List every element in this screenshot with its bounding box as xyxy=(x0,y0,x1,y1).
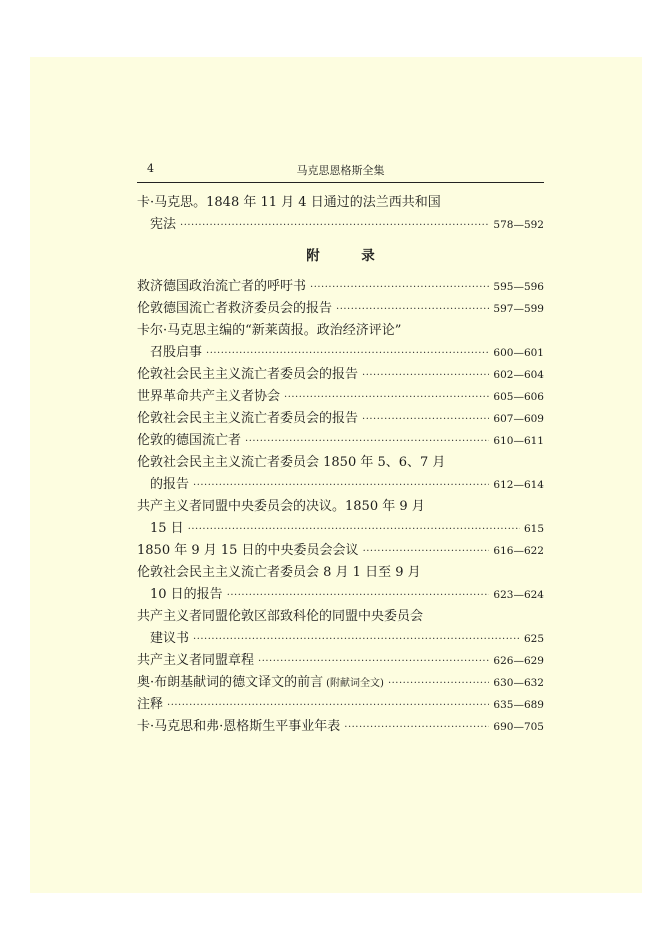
entry-title-line xyxy=(137,496,544,518)
page-range: 635—689 xyxy=(493,699,544,711)
entry-title-line xyxy=(137,540,544,562)
entry-title-line xyxy=(137,430,544,452)
entry-title-continuation: 的报告 xyxy=(150,477,190,492)
entry-title-line xyxy=(137,320,544,342)
entry-title: 伦敦社会民主主义流亡者委员会 1850 年 5、6、7 月 xyxy=(137,455,446,470)
dot-leader xyxy=(227,585,490,607)
entry-title: 共产主义者同盟中央委员会的决议。1850 年 9 月 xyxy=(137,499,425,514)
dot-leader xyxy=(284,387,489,409)
dot-leader xyxy=(167,695,489,717)
dot-leader xyxy=(193,629,520,651)
dot-leader xyxy=(188,519,520,541)
toc-entry xyxy=(137,408,544,430)
dot-leader xyxy=(180,215,489,237)
running-header xyxy=(137,158,544,183)
entry-title: 奥·布朗基献词的德文译文的前言 xyxy=(137,675,324,690)
toc-entry xyxy=(137,386,544,408)
entry-title-continuation: 10 日的报告 xyxy=(150,587,223,602)
table-of-contents xyxy=(137,192,544,738)
entry-title-line xyxy=(137,606,544,628)
page-range: 607—609 xyxy=(493,413,544,425)
toc-entry xyxy=(137,192,544,236)
entry-continuation-line xyxy=(137,628,544,650)
dot-leader xyxy=(388,673,489,695)
entry-continuation-line xyxy=(137,214,544,236)
entry-title-line xyxy=(137,364,544,386)
toc-entry xyxy=(137,364,544,386)
page-range: 626—629 xyxy=(493,655,544,667)
entry-continuation-line xyxy=(137,584,544,606)
toc-entry xyxy=(137,276,544,298)
entry-title-line xyxy=(137,192,544,214)
page-range: 615 xyxy=(523,523,544,535)
entry-continuation-line xyxy=(137,342,544,364)
page-range: 610—611 xyxy=(493,435,544,447)
page-range: 630—632 xyxy=(493,677,544,689)
toc-entry xyxy=(137,496,544,540)
entry-note: (附献词全文) xyxy=(326,678,384,689)
entry-title-line xyxy=(137,716,544,738)
entry-title-line xyxy=(137,650,544,672)
dot-leader xyxy=(258,651,489,673)
entry-title-continuation: 建议书 xyxy=(150,631,190,646)
page-range: 612—614 xyxy=(493,479,544,491)
entry-title-line xyxy=(137,386,544,408)
dot-leader xyxy=(362,365,489,387)
book-title: 马克思恩格斯全集 xyxy=(296,164,385,177)
entry-title: 伦敦社会民主主义流亡者委员会的报告 xyxy=(137,411,359,426)
toc-entry xyxy=(137,562,544,606)
toc-entry xyxy=(137,452,544,496)
entry-title: 世界革命共产主义者协会 xyxy=(137,389,281,404)
dot-leader xyxy=(344,717,489,739)
entry-title-line xyxy=(137,452,544,474)
page-range: 690—705 xyxy=(493,721,544,733)
entry-title: 伦敦社会民主主义流亡者委员会的报告 xyxy=(137,367,359,382)
page-number: 4 xyxy=(147,162,154,175)
toc-entry xyxy=(137,430,544,452)
entry-title-continuation: 15 日 xyxy=(150,521,184,536)
toc-entry xyxy=(137,540,544,562)
entry-title: 共产主义者同盟章程 xyxy=(137,653,255,668)
entry-continuation-line xyxy=(137,518,544,540)
entry-title: 卡·马克思和弗·恩格斯生平事业年表 xyxy=(137,719,341,734)
entry-title: 共产主义者同盟伦敦区部致科伦的同盟中央委员会 xyxy=(137,609,424,624)
entry-title: 伦敦社会民主主义流亡者委员会 8 月 1 日至 9 月 xyxy=(137,565,421,580)
dot-leader xyxy=(245,431,489,453)
toc-entry xyxy=(137,606,544,650)
page-range: 600—601 xyxy=(493,347,544,359)
dot-leader xyxy=(193,475,489,497)
page-range: 602—604 xyxy=(493,369,544,381)
page-range: 623—624 xyxy=(493,589,544,601)
toc-entry xyxy=(137,672,544,694)
toc-entry xyxy=(137,716,544,738)
toc-entry xyxy=(137,320,544,364)
page-range: 625 xyxy=(523,633,544,645)
entry-title: 伦敦德国流亡者救济委员会的报告 xyxy=(137,301,333,316)
page-range: 595—596 xyxy=(493,281,544,293)
entry-title-line xyxy=(137,408,544,430)
entry-title-continuation: 召股启事 xyxy=(150,345,203,360)
entry-title-line xyxy=(137,672,544,694)
entry-continuation-line xyxy=(137,474,544,496)
page-range: 578—592 xyxy=(493,219,544,231)
page-range: 616—622 xyxy=(493,545,544,557)
dot-leader xyxy=(362,409,489,431)
entry-title: 注释 xyxy=(137,697,164,712)
dot-leader xyxy=(310,277,489,299)
dot-leader xyxy=(363,541,490,563)
entry-title-line xyxy=(137,562,544,584)
toc-entry xyxy=(137,694,544,716)
dot-leader xyxy=(336,299,489,321)
page-range: 605—606 xyxy=(493,391,544,403)
toc-entry xyxy=(137,298,544,320)
entry-title-line xyxy=(137,298,544,320)
toc-entry xyxy=(137,650,544,672)
entry-title-line xyxy=(137,276,544,298)
entry-title: 卡尔·马克思主编的“新莱茵报。政治经济评论” xyxy=(137,323,402,338)
page-range: 597—599 xyxy=(493,303,544,315)
entry-title: 救济德国政治流亡者的呼吁书 xyxy=(137,279,307,294)
entry-title: 1850 年 9 月 15 日的中央委员会会议 xyxy=(137,543,359,558)
section-title: 附 录 xyxy=(306,248,389,264)
entry-title-continuation: 宪法 xyxy=(150,217,177,232)
entry-title: 伦敦的德国流亡者 xyxy=(137,433,242,448)
entry-title-line xyxy=(137,694,544,716)
entry-title: 卡·马克思。1848 年 11 月 4 日通过的法兰西共和国 xyxy=(137,195,441,210)
dot-leader xyxy=(206,343,489,365)
